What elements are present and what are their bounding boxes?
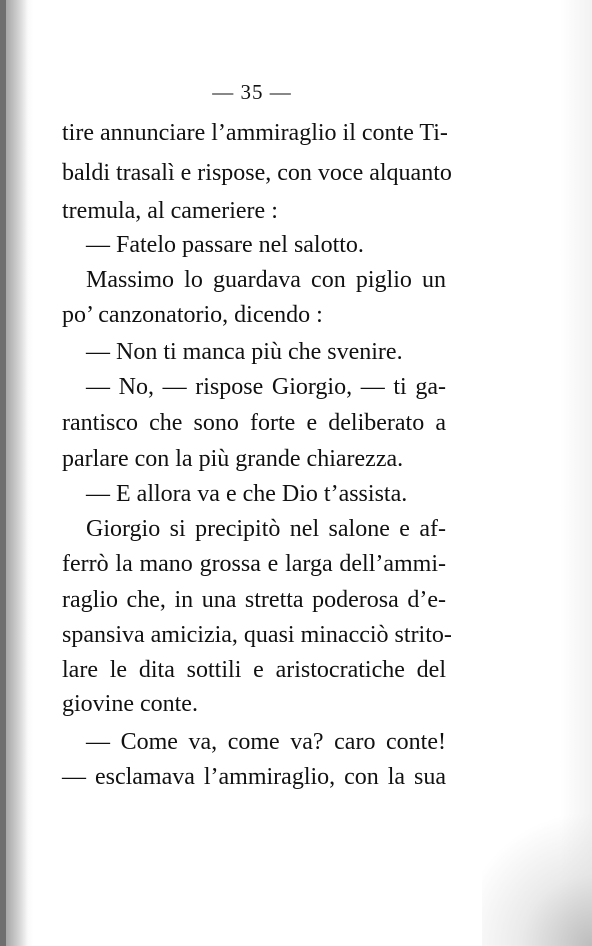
text-line: baldi trasalì e rispose, con voce alquanto bbox=[62, 160, 452, 186]
text-line: spansiva amicizia, quasi minacciò strito- bbox=[62, 622, 452, 648]
dialogue-line: — Come va, come va? caro conte! bbox=[86, 729, 446, 755]
dialogue-line: — Non ti manca più che svenire. bbox=[86, 339, 403, 365]
dialogue-line: — E allora va e che Dio t’assista. bbox=[86, 481, 408, 507]
dialogue-line: — No, — rispose Giorgio, — ti ga- bbox=[86, 374, 446, 400]
page-corner-stain bbox=[482, 806, 592, 946]
text-line: parlare con la più grande chiarezza. bbox=[62, 446, 404, 472]
page-number: — 35 — bbox=[212, 80, 292, 104]
page-gutter-shadow bbox=[6, 0, 28, 946]
text-line: raglio che, in una stretta poderosa d’e- bbox=[62, 587, 446, 613]
text-line: tire annunciare l’ammiraglio il conte Ti- bbox=[62, 120, 448, 146]
paragraph-start-line: Giorgio si precipitò nel salone e af- bbox=[86, 516, 446, 542]
text-line: lare le dita sottili e aristocratiche del bbox=[62, 657, 446, 683]
text-line: tremula, al cameriere : bbox=[62, 198, 278, 224]
dialogue-line: — esclamava l’ammiraglio, con la sua bbox=[62, 764, 446, 790]
dialogue-line: — Fatelo passare nel salotto. bbox=[86, 232, 364, 258]
paragraph-start-line: Massimo lo guardava con piglio un bbox=[86, 267, 446, 293]
text-line: rantisco che sono forte e deliberato a bbox=[62, 410, 446, 436]
text-line: po’ canzonatorio, dicendo : bbox=[62, 302, 323, 328]
text-line: giovine conte. bbox=[62, 691, 198, 717]
text-line: ferrò la mano grossa e larga dell’ammi- bbox=[62, 551, 446, 577]
